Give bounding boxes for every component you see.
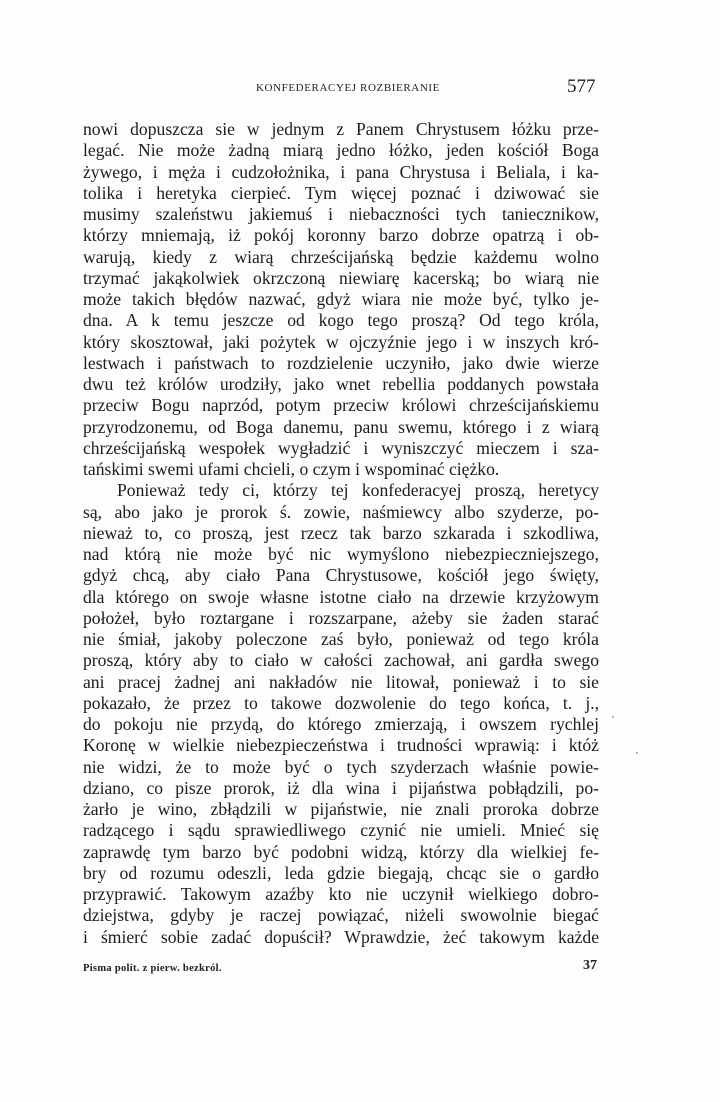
text-line: lestwach i państwach to rozdzielenie uczyniło, jako dwie wierze — [83, 352, 599, 373]
paragraph-end-line: tańskimi swemi ufami chcieli, o czym i wspominać ciężko. — [83, 459, 500, 479]
text-line: przeciw Bogu naprzód, potym przeciw królowi chrześcijańskiemu — [83, 395, 599, 416]
text-line: chrześcijańską wespołek wygładzić i wyniszczyć mieczem i sza- — [83, 437, 599, 458]
body-text — [83, 119, 599, 948]
paper-speck — [612, 716, 614, 718]
text-line: i śmierć sobie zadać dopuścił? Wprawdzie, żeć takowym każde — [83, 926, 599, 947]
page-footer — [83, 955, 599, 975]
text-line: nie widzi, że to może być o tych szyderzach właśnie powie- — [83, 756, 599, 777]
paragraph-start-line: Ponieważ tedy ci, którzy tej konfederacyej proszą, heretycy — [117, 480, 599, 501]
text-line: nowi dopuszcza sie w jednym z Panem Chrystusem łóżku prze- — [83, 119, 599, 139]
text-line: nie śmiał, jakoby poleczone zaś było, ponieważ od tego króla — [83, 629, 599, 649]
running-title: KONFEDERACYEJ ROZBIERANIE — [256, 82, 440, 94]
text-line: położeł, było roztargane i rozszarpane, ażeby sie żaden starać — [83, 607, 599, 628]
text-line: legać. Nie może żadną miarą jedno łóżko, jeden kościół Boga — [83, 140, 599, 161]
text-line: warują, kiedy z wiarą chrześcijańską będzie każdemu wolno — [83, 246, 599, 267]
text-line: dwu też królów urodziły, jako wnet rebellia poddanych powstała — [83, 374, 599, 394]
text-line: który skosztował, jaki pożytek w ojczyźnie jego i w inszych kró- — [83, 331, 599, 352]
text-line: którzy mniemają, iż pokój koronny barzo dobrze opatrzą i ob- — [83, 225, 599, 246]
text-line: tolika i heretyka cierpieć. Tym więcej poznać i dziwować sie — [83, 182, 599, 203]
text-line: żywego, i męża i cudzołożnika, i pana Chrystusa i Beliala, i ka- — [83, 161, 599, 182]
text-line: dla którego on swoje własne istotne ciało na drzewie krzyżowym — [83, 586, 599, 607]
text-line: przyprawić. Takowym azaźby kto nie uczynił wielkiego dobro- — [83, 884, 599, 904]
text-line: musimy szaleństwu jakiemuś i niebaczności tych taniecznikow, — [83, 204, 599, 224]
text-line: przyrodzonemu, od Boga danemu, panu swemu, którego i z wiarą — [83, 416, 599, 437]
text-line: dziano, co pisze prorok, iż dla wina i pijaństwa pobłądzili, po- — [83, 777, 599, 798]
text-line: pokazało, że przez to takowe dozwolenie do tego końca, t. j., — [83, 692, 599, 713]
text-line: Koronę w wielkie niebezpieczeństwa i trudności wprawią: i któż — [83, 735, 599, 756]
text-line: żarło je wino, zbłądzili w pijaństwie, nie znali proroka dobrze — [83, 799, 599, 819]
text-line: radzącego i sądu sprawiedliwego czynić nie umieli. Mnieć się — [83, 820, 599, 841]
text-line: gdyż chcą, aby ciało Pana Chrystusowe, kościół jego święty, — [83, 565, 599, 586]
sheet-number: 37 — [583, 958, 597, 973]
text-line: trzymać jakąkolwiek okrzczoną niewiarę kacerską; bo wiarą nie — [83, 267, 599, 288]
text-line: dziejstwa, gdyby je raczej powiązać, niżeli swowolnie biegać — [83, 905, 599, 926]
text-line: proszą, który aby to ciało w całości zachował, ani gardła swego — [83, 650, 599, 671]
text-line: bry od rozumu odeszli, leda gdzie biegają, chcąc sie o gardło — [83, 862, 599, 883]
text-line: są, abo jako je prorok ś. zowie, naśmiewcy albo szyderze, po- — [83, 501, 599, 522]
text-line: nieważ to, co proszą, jest rzecz tak barzo szkarada i szkodliwa, — [83, 522, 599, 543]
paper-speck — [636, 752, 638, 754]
page-number: 577 — [567, 76, 596, 97]
printer-signature: Pisma polit. z pierw. bezkról. — [83, 963, 222, 974]
text-line: do pokoju nie przydą, do którego zmierzają, i owszem rychlej — [83, 714, 599, 734]
text-line: zaprawdę tym barzo być podobni widzą, którzy dla wielkiej fe- — [83, 841, 599, 862]
text-line: ani pracej żadnej ani nakładów nie litował, ponieważ i to sie — [83, 671, 599, 692]
text-line: dna. A k temu jeszcze od kogo tego proszą? Od tego króla, — [83, 310, 599, 331]
text-line: nad którą nie może być nic wymyślono niebezpieczniejszego, — [83, 544, 599, 564]
text-line: może takich błędów nazwać, gdyż wiara nie może być, tylko je- — [83, 289, 599, 309]
running-head — [0, 78, 720, 98]
